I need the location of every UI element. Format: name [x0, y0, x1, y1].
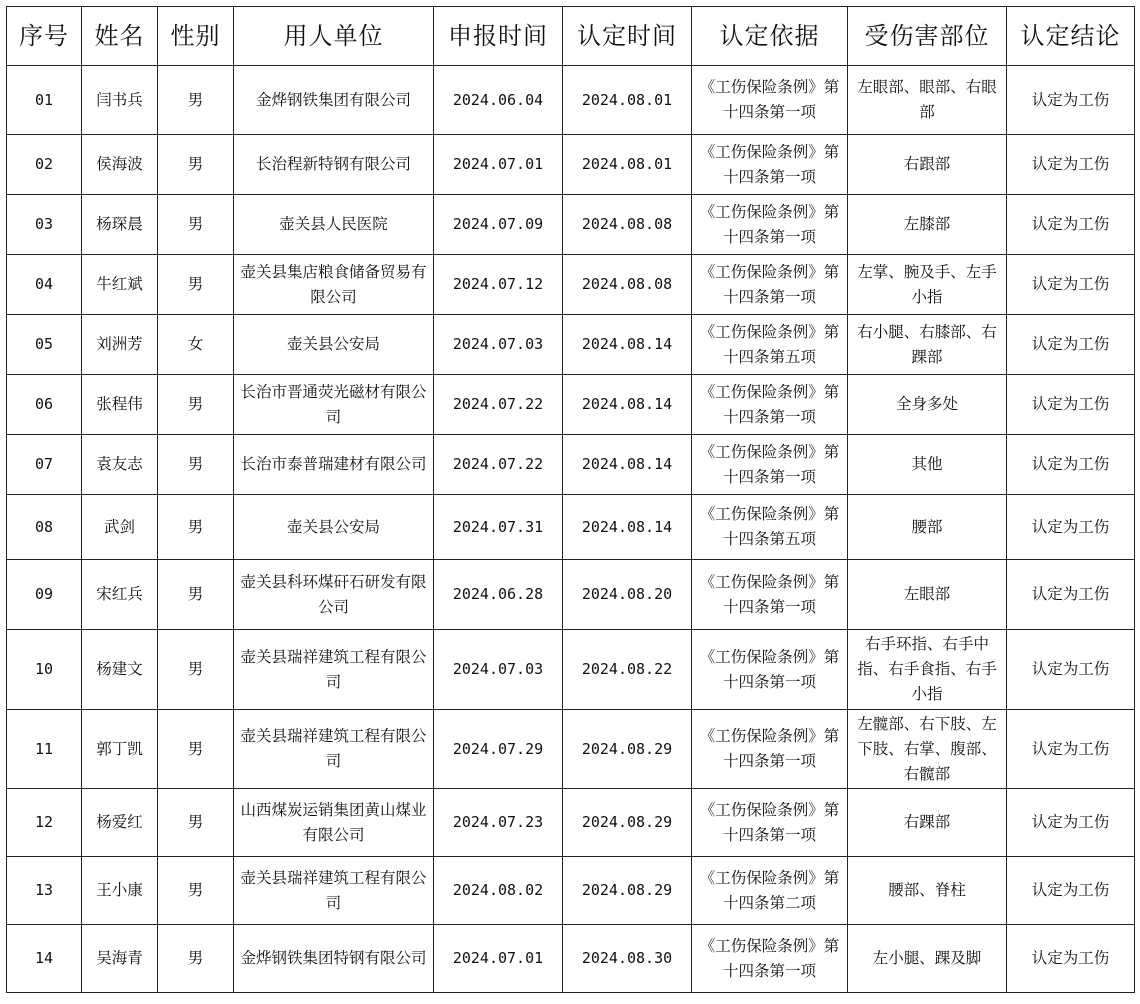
row-employer: 壶关县瑞祥建筑工程有限公司 — [234, 630, 434, 710]
row-employer: 山西煤炭运销集团黄山煤业有限公司 — [234, 789, 434, 857]
row-employer: 壶关县瑞祥建筑工程有限公司 — [234, 710, 434, 789]
row-report-date: 2024.07.03 — [434, 315, 563, 375]
row-report-date: 2024.07.12 — [434, 255, 563, 315]
row-no: 01 — [7, 66, 82, 135]
table-row — [7, 495, 1135, 560]
row-no: 12 — [7, 789, 82, 857]
header-conclusion: 认定结论 — [1007, 7, 1135, 66]
row-no: 02 — [7, 135, 82, 195]
header-row — [7, 7, 1135, 66]
table-row — [7, 925, 1135, 993]
row-confirm-date: 2024.08.08 — [563, 255, 692, 315]
row-gender: 男 — [158, 710, 234, 789]
row-basis: 《工伤保险条例》第十四条第一项 — [692, 789, 848, 857]
row-injury: 左髋部、右下肢、左下肢、右掌、腹部、右髋部 — [848, 710, 1007, 789]
row-name: 杨爱红 — [82, 789, 158, 857]
row-confirm-date: 2024.08.20 — [563, 560, 692, 630]
row-conclusion: 认定为工伤 — [1007, 560, 1135, 630]
header-injury: 受伤害部位 — [848, 7, 1007, 66]
row-name: 闫书兵 — [82, 66, 158, 135]
table-row — [7, 857, 1135, 925]
row-injury: 全身多处 — [848, 375, 1007, 435]
row-basis: 《工伤保险条例》第十四条第一项 — [692, 135, 848, 195]
row-report-date: 2024.07.29 — [434, 710, 563, 789]
row-gender: 男 — [158, 925, 234, 993]
row-confirm-date: 2024.08.22 — [563, 630, 692, 710]
row-basis: 《工伤保险条例》第十四条第五项 — [692, 495, 848, 560]
row-gender: 男 — [158, 135, 234, 195]
row-name: 袁友志 — [82, 435, 158, 495]
row-no: 06 — [7, 375, 82, 435]
row-injury: 右踝部 — [848, 789, 1007, 857]
row-confirm-date: 2024.08.14 — [563, 375, 692, 435]
row-conclusion: 认定为工伤 — [1007, 255, 1135, 315]
row-no: 14 — [7, 925, 82, 993]
row-injury: 右小腿、右膝部、右踝部 — [848, 315, 1007, 375]
row-name: 张程伟 — [82, 375, 158, 435]
row-no: 13 — [7, 857, 82, 925]
row-basis: 《工伤保险条例》第十四条第一项 — [692, 560, 848, 630]
table-row — [7, 315, 1135, 375]
header-no: 序号 — [7, 7, 82, 66]
row-name: 武剑 — [82, 495, 158, 560]
row-employer: 壶关县公安局 — [234, 495, 434, 560]
table-row — [7, 135, 1135, 195]
row-gender: 男 — [158, 66, 234, 135]
header-employer: 用人单位 — [234, 7, 434, 66]
row-gender: 男 — [158, 630, 234, 710]
row-gender: 男 — [158, 495, 234, 560]
row-name: 侯海波 — [82, 135, 158, 195]
row-injury: 左膝部 — [848, 195, 1007, 255]
row-employer: 金烨钢铁集团特钢有限公司 — [234, 925, 434, 993]
table-row — [7, 710, 1135, 789]
row-basis: 《工伤保险条例》第十四条第二项 — [692, 857, 848, 925]
row-name: 刘洲芳 — [82, 315, 158, 375]
row-employer: 长治市晋通荧光磁材有限公司 — [234, 375, 434, 435]
row-injury: 右跟部 — [848, 135, 1007, 195]
row-confirm-date: 2024.08.30 — [563, 925, 692, 993]
row-basis: 《工伤保险条例》第十四条第一项 — [692, 66, 848, 135]
row-confirm-date: 2024.08.14 — [563, 315, 692, 375]
row-conclusion: 认定为工伤 — [1007, 630, 1135, 710]
row-report-date: 2024.06.04 — [434, 66, 563, 135]
row-report-date: 2024.07.01 — [434, 135, 563, 195]
row-employer: 壶关县瑞祥建筑工程有限公司 — [234, 857, 434, 925]
row-no: 09 — [7, 560, 82, 630]
row-basis: 《工伤保险条例》第十四条第一项 — [692, 195, 848, 255]
row-injury: 腰部 — [848, 495, 1007, 560]
table-row — [7, 195, 1135, 255]
row-gender: 女 — [158, 315, 234, 375]
row-conclusion: 认定为工伤 — [1007, 495, 1135, 560]
table-row — [7, 435, 1135, 495]
row-conclusion: 认定为工伤 — [1007, 789, 1135, 857]
row-conclusion: 认定为工伤 — [1007, 710, 1135, 789]
row-conclusion: 认定为工伤 — [1007, 135, 1135, 195]
row-report-date: 2024.07.01 — [434, 925, 563, 993]
header-report-date: 申报时间 — [434, 7, 563, 66]
header-name: 姓名 — [82, 7, 158, 66]
row-employer: 壶关县人民医院 — [234, 195, 434, 255]
row-conclusion: 认定为工伤 — [1007, 375, 1135, 435]
row-report-date: 2024.07.23 — [434, 789, 563, 857]
row-name: 吴海青 — [82, 925, 158, 993]
row-no: 07 — [7, 435, 82, 495]
row-conclusion: 认定为工伤 — [1007, 435, 1135, 495]
row-injury: 左掌、腕及手、左手小指 — [848, 255, 1007, 315]
row-no: 03 — [7, 195, 82, 255]
row-confirm-date: 2024.08.14 — [563, 435, 692, 495]
row-gender: 男 — [158, 857, 234, 925]
row-report-date: 2024.07.22 — [434, 375, 563, 435]
table-row — [7, 375, 1135, 435]
row-employer: 壶关县公安局 — [234, 315, 434, 375]
table-row — [7, 66, 1135, 135]
row-no: 10 — [7, 630, 82, 710]
table-row — [7, 630, 1135, 710]
row-basis: 《工伤保险条例》第十四条第一项 — [692, 435, 848, 495]
row-confirm-date: 2024.08.08 — [563, 195, 692, 255]
row-employer: 长治程新特钢有限公司 — [234, 135, 434, 195]
row-confirm-date: 2024.08.14 — [563, 495, 692, 560]
row-injury: 左小腿、踝及脚 — [848, 925, 1007, 993]
row-no: 08 — [7, 495, 82, 560]
row-confirm-date: 2024.08.29 — [563, 710, 692, 789]
row-name: 杨建文 — [82, 630, 158, 710]
row-gender: 男 — [158, 789, 234, 857]
row-employer: 壶关县集店粮食储备贸易有限公司 — [234, 255, 434, 315]
row-no: 04 — [7, 255, 82, 315]
row-gender: 男 — [158, 560, 234, 630]
row-conclusion: 认定为工伤 — [1007, 925, 1135, 993]
row-basis: 《工伤保险条例》第十四条第五项 — [692, 315, 848, 375]
row-conclusion: 认定为工伤 — [1007, 195, 1135, 255]
row-injury: 左眼部、眼部、右眼部 — [848, 66, 1007, 135]
row-basis: 《工伤保险条例》第十四条第一项 — [692, 710, 848, 789]
row-name: 杨琛晨 — [82, 195, 158, 255]
row-name: 牛红斌 — [82, 255, 158, 315]
row-injury: 右手环指、右手中指、右手食指、右手小指 — [848, 630, 1007, 710]
row-conclusion: 认定为工伤 — [1007, 66, 1135, 135]
row-report-date: 2024.06.28 — [434, 560, 563, 630]
header-basis: 认定依据 — [692, 7, 848, 66]
row-report-date: 2024.07.22 — [434, 435, 563, 495]
row-confirm-date: 2024.08.29 — [563, 857, 692, 925]
table-row — [7, 789, 1135, 857]
row-gender: 男 — [158, 375, 234, 435]
table-row — [7, 255, 1135, 315]
row-name: 王小康 — [82, 857, 158, 925]
row-name: 郭丁凯 — [82, 710, 158, 789]
row-basis: 《工伤保险条例》第十四条第一项 — [692, 375, 848, 435]
row-gender: 男 — [158, 435, 234, 495]
row-gender: 男 — [158, 255, 234, 315]
row-report-date: 2024.07.31 — [434, 495, 563, 560]
header-gender: 性别 — [158, 7, 234, 66]
row-confirm-date: 2024.08.01 — [563, 135, 692, 195]
header-confirm-date: 认定时间 — [563, 7, 692, 66]
row-basis: 《工伤保险条例》第十四条第一项 — [692, 925, 848, 993]
row-name: 宋红兵 — [82, 560, 158, 630]
row-report-date: 2024.08.02 — [434, 857, 563, 925]
row-conclusion: 认定为工伤 — [1007, 315, 1135, 375]
injury-determination-table — [6, 6, 1135, 993]
row-injury: 左眼部 — [848, 560, 1007, 630]
row-no: 11 — [7, 710, 82, 789]
row-injury: 其他 — [848, 435, 1007, 495]
row-gender: 男 — [158, 195, 234, 255]
table-row — [7, 560, 1135, 630]
row-report-date: 2024.07.03 — [434, 630, 563, 710]
row-confirm-date: 2024.08.01 — [563, 66, 692, 135]
row-employer: 金烨钢铁集团有限公司 — [234, 66, 434, 135]
row-employer: 长治市泰普瑞建材有限公司 — [234, 435, 434, 495]
row-basis: 《工伤保险条例》第十四条第一项 — [692, 630, 848, 710]
row-conclusion: 认定为工伤 — [1007, 857, 1135, 925]
row-employer: 壶关县科环煤矸石研发有限公司 — [234, 560, 434, 630]
row-confirm-date: 2024.08.29 — [563, 789, 692, 857]
row-report-date: 2024.07.09 — [434, 195, 563, 255]
row-basis: 《工伤保险条例》第十四条第一项 — [692, 255, 848, 315]
row-no: 05 — [7, 315, 82, 375]
row-injury: 腰部、脊柱 — [848, 857, 1007, 925]
